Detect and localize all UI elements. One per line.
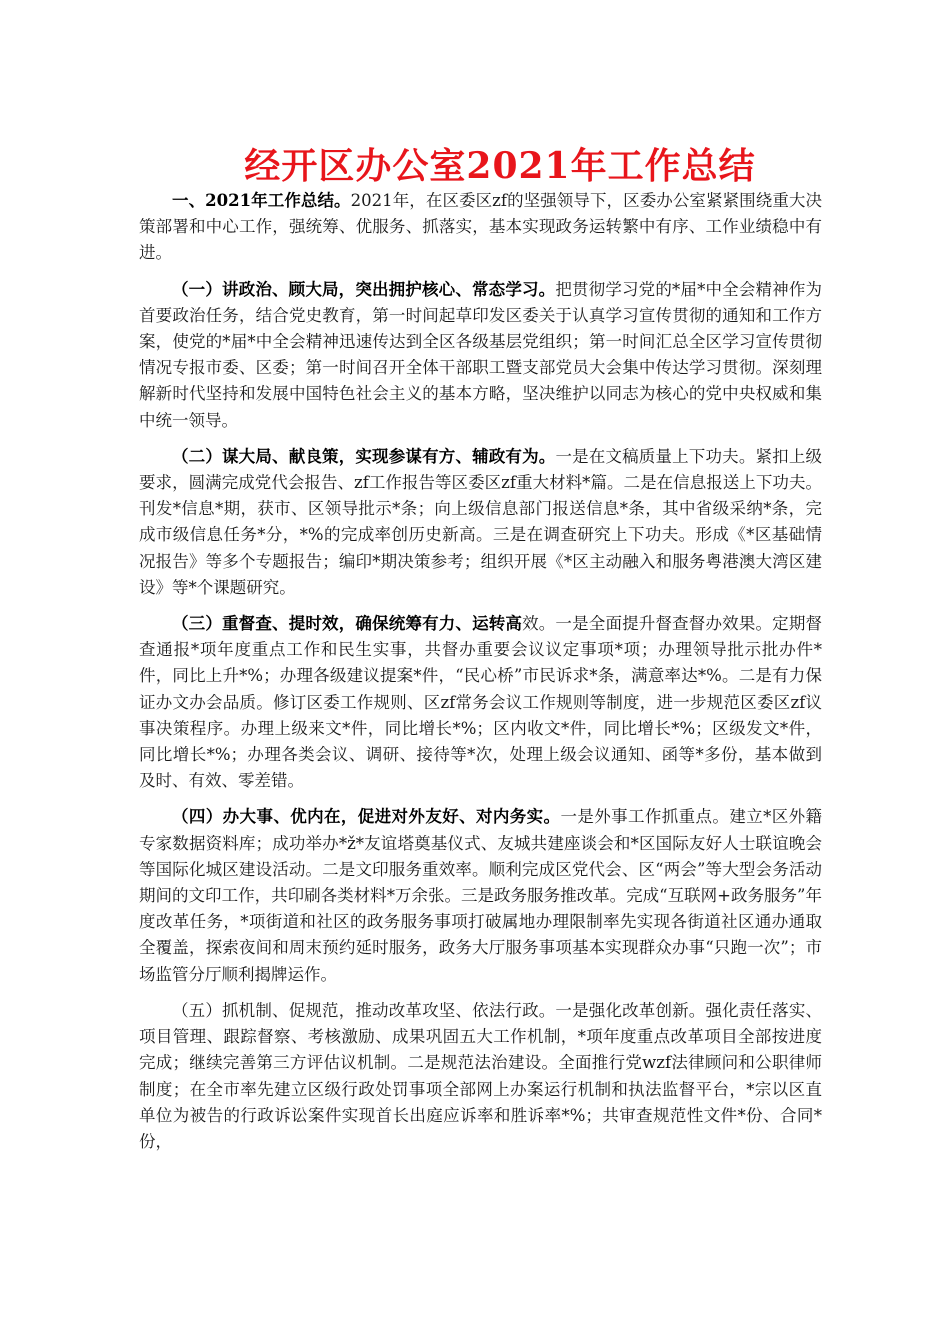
paragraph-section-2 (139, 444, 822, 601)
paragraph-text: （五）抓机制、促规范，推动改革攻坚、依法行政。一是强化改革创新。强化责任落实、项目管理、跟踪督察、考核激励、成果巩固五大工作机制，*项年度重点改革项目全部按进度完成；继续完善第三方评估议机制。二是规范法治建设。全面推行党wzf法律顾问和公职律师制度；在全市率先建立区级行政处罚事项全部网上办案运行机制和执法监督平台，*宗以区直单位为被告的行政诉讼案件实现首长出庭应诉率和胜诉率*%；共审查规范性文件*份、合同*份， (139, 1000, 822, 1151)
document-body (139, 188, 822, 1165)
paragraph-text: 2021年，在区委区zf的坚强领导下，区委办公室紧紧围绕重大决策部署和中心工作，强统筹、优服务、抓落实，基本实现政务运转繁中有序、工作业绩稳中有进。 (139, 191, 822, 263)
paragraph-lead: （一）讲政治、顾大局，突出拥护核心、常态学习。 (172, 279, 556, 299)
paragraph-lead: （三）重督查、提时效，确保统筹有力、运转高 (172, 614, 523, 634)
paragraph-lead: （四）办大事、优内在，促进对外友好、对内务实。 (172, 807, 561, 827)
paragraph-section-4 (139, 804, 822, 987)
paragraph-lead: （二）谋大局、献良策，实现参谋有方、辅政有为。 (172, 446, 556, 466)
paragraph-section-3 (139, 611, 822, 794)
paragraph-text: 一是在文稿质量上下功夫。紧扣上级要求，圆满完成党代会报告、zf工作报告等区委区zf重大材料*篇。二是在信息报送上下功夫。刊发*信息*期，获市、区领导批示*条；向上级信息部门报送信息*条，其中省级采纳*条，完成市级信息任务*分，*%的完成率创历史新高。三是在调查研究上下功夫。形成《*区基础情况报告》等多个专题报告；编印*期决策参考；组织开展《*区主动融入和服务粤港澳大湾区建设》等*个课题研究。 (139, 446, 823, 597)
paragraph-text: 把贯彻学习党的*届*中全会精神作为首要政治任务，结合党史教育，第一时间起草印发区委关于认真学习宣传贯彻的通知和工作方案，使党的*届*中全会精神迅速传达到全区各级基层党组织；第一时间汇总全区学习宣传贯彻情况专报市委、区委；第一时间召开全体干部职工暨支部党员大会集中传达学习贯彻。深刻理解新时代坚持和发展中国特色社会主义的基本方略，坚决维护以同志为核心的党中央权威和集中统一领导。 (139, 279, 823, 430)
paragraph-summary (139, 188, 822, 267)
paragraph-text: 一是外事工作抓重点。建立*区外籍专家数据资料库；成功举办*ž*友谊塔奠基仪式、友城共建座谈会和*区国际友好人士联谊晚会等国际化城区建设活动。二是文印服务重效率。顺利完成区党代会、区“两会”等大型会务活动期间的文印工作，共印刷各类材料*万余张。三是政务服务推改革。完成“互联网+政务服务”年度改革任务，*项街道和社区的政务服务事项打破属地办理限制率先实现各街道社区通办通取全覆盖，探索夜间和周末预约延时服务，政务大厅服务事项基本实现群众办事“只跑一次”；市场监管分厅顺利揭牌运作。 (139, 807, 823, 984)
paragraph-section-1 (139, 277, 822, 434)
paragraph-section-5 (139, 998, 822, 1155)
document-title: 经开区办公室2021年工作总结 (244, 145, 756, 187)
paragraph-text: 效。一是全面提升督查督办效果。定期督查通报*项年度重点工作和民生实事，共督办重要会议议定事项*项；办理领导批示批办件*件，同比上升*%；办理各级建议提案*件，“民心桥”市民诉求*条，满意率达*%。二是有力保证办文办会品质。修订区委工作规则、区zf常务会议工作规则等制度，进一步规范区委区zf议事决策程序。办理上级来文*件，同比增长*%；区内收文*件，同比增长*%；区级发文*件，同比增长*%；办理各类会议、调研、接待等*次，处理上级会议通知、函等*多份，基本做到及时、有效、零差错。 (139, 614, 823, 791)
paragraph-lead: 一、2021年工作总结。 (172, 191, 351, 210)
